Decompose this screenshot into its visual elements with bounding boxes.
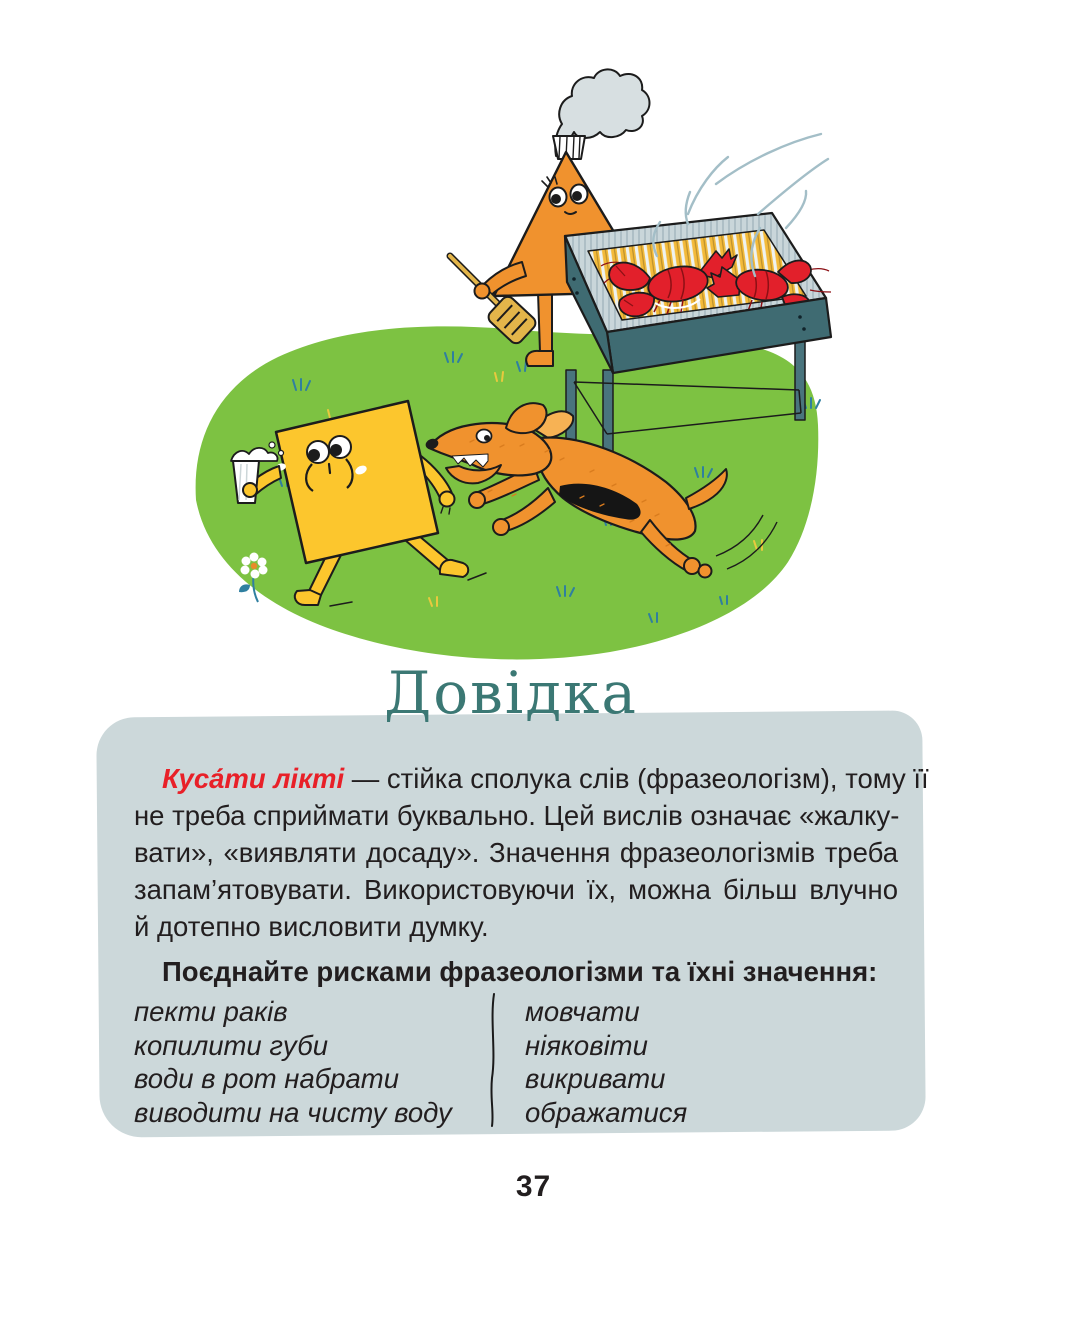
section-title: Довідка [384,659,638,727]
column-divider [486,990,500,1130]
dog-eye [477,430,492,443]
phraseologism-item: води в рот набрати [134,1063,399,1094]
paragraph-line: вати», «виявляти досаду». Значення фразеологізмів треба [134,837,898,868]
square-foot [440,560,468,577]
square-hand [243,483,257,497]
square-body [276,401,438,563]
chef-leg [538,292,552,352]
phraseologisms-column [134,995,452,1129]
phrase-highlight: Куса́ти лікті [162,763,345,794]
paragraph-text: — стійка сполука слів (фразеологізм), тому її [351,763,929,794]
chef-foot [526,351,553,366]
paragraph-line: не треба сприймати буквально. Цей вислів означає «жалку- [134,800,900,831]
reference-paragraph [134,760,929,945]
meanings-column [525,995,687,1129]
meaning-item: ніяковіти [525,1029,648,1061]
paragraph-line: й дотепно висловити думку. [134,911,489,942]
square-hand [440,492,455,507]
meaning-item: мовчати [525,996,640,1027]
phraseologism-item: виводити на чисту воду [134,1096,452,1128]
square-foot [295,590,321,605]
paragraph-line: запам’ятовувати. Використовуючи їх, можна більш влучно [134,874,898,905]
phraseologism-item: пекти раків [134,996,288,1027]
meaning-item: ображатися [525,1096,688,1128]
exercise-instruction: Поєднайте рисками фразеологізми та їхні значення: [162,956,878,987]
phraseologism-item: копилити губи [134,1029,329,1061]
page-number: 37 [515,1170,552,1203]
meaning-item: викривати [525,1063,666,1094]
paragraph-line [134,760,929,797]
